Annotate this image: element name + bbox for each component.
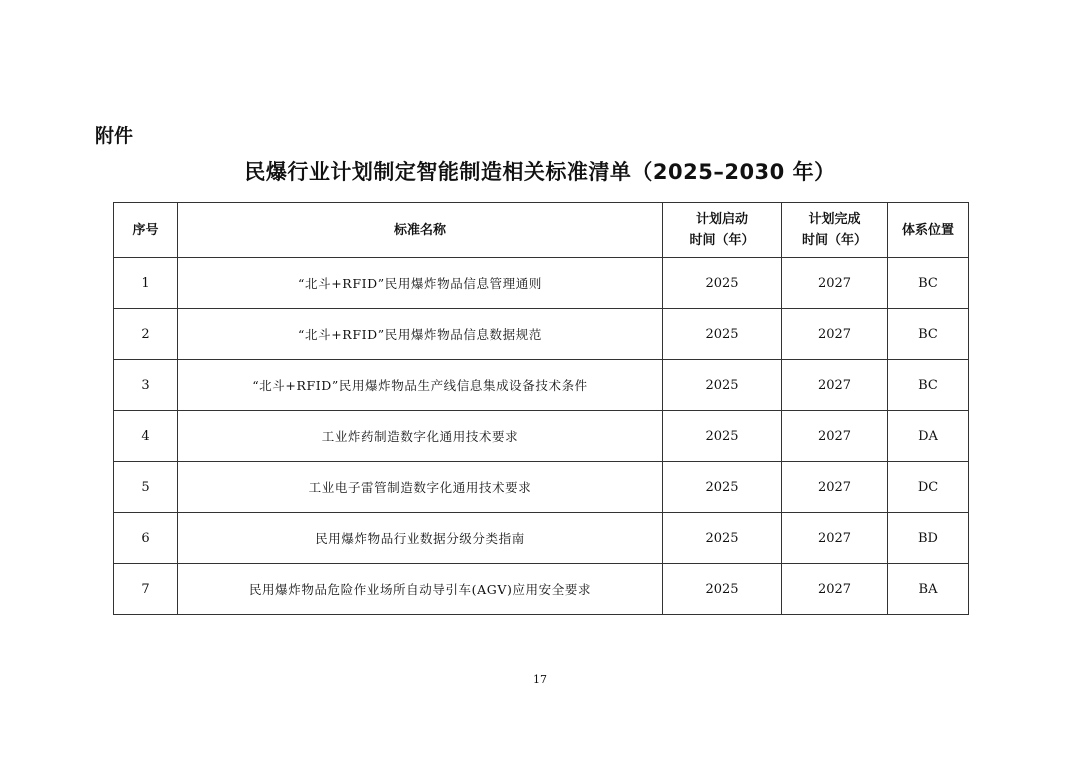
table-row (114, 411, 969, 462)
cell-start: 2025 (663, 564, 782, 615)
cell-start: 2025 (663, 513, 782, 564)
table-row (114, 258, 969, 309)
cell-start: 2025 (663, 258, 782, 309)
cell-seq: 6 (114, 513, 178, 564)
cell-position: BC (888, 360, 969, 411)
table-row (114, 309, 969, 360)
cell-finish: 2027 (782, 513, 888, 564)
cell-seq: 2 (114, 309, 178, 360)
header-position: 体系位置 (888, 203, 969, 258)
cell-start: 2025 (663, 309, 782, 360)
cell-seq: 5 (114, 462, 178, 513)
cell-name: 民用爆炸物品危险作业场所自动导引车(AGV)应用安全要求 (178, 564, 663, 615)
cell-position: BC (888, 258, 969, 309)
cell-name: 民用爆炸物品行业数据分级分类指南 (178, 513, 663, 564)
cell-seq: 1 (114, 258, 178, 309)
header-start-line1: 计划启动 (695, 212, 748, 227)
header-start-line2: 时间（年） (689, 233, 755, 248)
cell-position: DA (888, 411, 969, 462)
standards-table (113, 202, 969, 615)
cell-position: BC (888, 309, 969, 360)
cell-start: 2025 (663, 462, 782, 513)
cell-name: “北斗+RFID”民用爆炸物品生产线信息集成设备技术条件 (178, 360, 663, 411)
cell-position: BA (888, 564, 969, 615)
cell-finish: 2027 (782, 360, 888, 411)
cell-start: 2025 (663, 360, 782, 411)
cell-finish: 2027 (782, 309, 888, 360)
header-name: 标准名称 (178, 203, 663, 258)
header-finish-time (782, 203, 888, 258)
cell-name: “北斗+RFID”民用爆炸物品信息数据规范 (178, 309, 663, 360)
table-row (114, 462, 969, 513)
cell-seq: 3 (114, 360, 178, 411)
cell-finish: 2027 (782, 411, 888, 462)
cell-finish: 2027 (782, 462, 888, 513)
header-start-time (663, 203, 782, 258)
table-row (114, 360, 969, 411)
cell-finish: 2027 (782, 564, 888, 615)
cell-seq: 4 (114, 411, 178, 462)
cell-seq: 7 (114, 564, 178, 615)
cell-start: 2025 (663, 411, 782, 462)
page-number: 17 (533, 673, 547, 686)
table-row (114, 564, 969, 615)
cell-name: 工业电子雷管制造数字化通用技术要求 (178, 462, 663, 513)
cell-position: DC (888, 462, 969, 513)
table-header-row (114, 203, 969, 258)
attachment-label: 附件 (95, 125, 134, 147)
cell-position: BD (888, 513, 969, 564)
header-finish-line2: 时间（年） (801, 233, 867, 248)
cell-name: “北斗+RFID”民用爆炸物品信息管理通则 (178, 258, 663, 309)
cell-name: 工业炸药制造数字化通用技术要求 (178, 411, 663, 462)
table-row (114, 513, 969, 564)
document-title: 民爆行业计划制定智能制造相关标准清单（2025–2030 年） (244, 160, 836, 184)
header-finish-line1: 计划完成 (808, 212, 861, 227)
header-seq: 序号 (114, 203, 178, 258)
cell-finish: 2027 (782, 258, 888, 309)
